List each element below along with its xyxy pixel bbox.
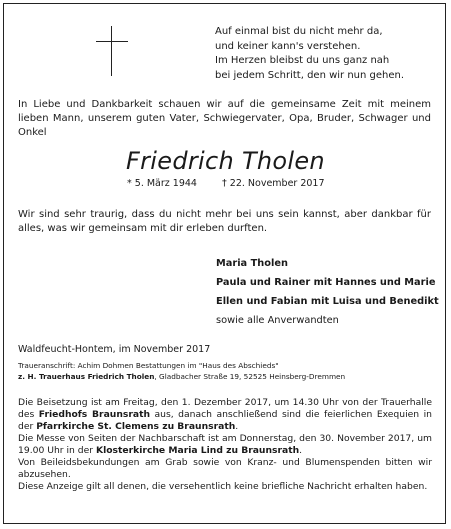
address-line: Traueranschrift: Achim Dohmen Bestattungen im "Haus des Abschieds" — [18, 361, 279, 370]
birth-date: * 5. März 1944 — [127, 178, 197, 189]
cross-icon — [96, 26, 128, 76]
funeral-paragraph: Die Beisetzung ist am Freitag, den 1. Dezember 2017, um 14.30 Uhr von der Trauerhalle des Friedhofs Braunsrath aus, danach anschließend sind die feierlichen Exequien in der Pfarrkirche St. Clemens zu Braunsrath. — [18, 397, 432, 432]
address-house: z. H. Trauerhaus Friedrich Tholen — [18, 371, 155, 381]
monastery-church-name: Klosterkirche Maria Lind zu Braunsrath — [95, 445, 300, 456]
mass-paragraph: Die Messe von Seiten der Nachbarschaft ist am Donnerstag, den 30. November 2017, um 19.00 Uhr in der Klosterkirche Maria Lind zu Braunsrath. — [18, 433, 432, 456]
address-street: , Gladbacher Straße 19, 52525 Heinsberg-Dremmen — [154, 371, 346, 381]
death-date: † 22. November 2017 — [222, 178, 325, 189]
life-dates — [127, 178, 325, 189]
address-line — [18, 372, 345, 383]
cemetery-name: Friedhofs Braunsrath — [38, 409, 151, 420]
church-name: Pfarrkirche St. Clemens zu Braunsrath — [36, 421, 236, 432]
condolence-paragraph: Von Beileidsbekundungen am Grab sowie von Kranz- und Blumenspenden bitten wir abzusehen. — [18, 457, 432, 480]
poem-line: bei jedem Schritt, den wir nun gehen. — [215, 69, 405, 81]
poem — [215, 25, 440, 83]
family-closing: sowie alle Anverwandten — [216, 315, 339, 326]
family-member: Maria Tholen — [216, 258, 288, 269]
family-member: Paula und Rainer mit Hannes und Marie — [216, 277, 436, 288]
deceased-name: Friedrich Tholen — [126, 147, 325, 175]
notice-paragraph: Diese Anzeige gilt all denen, die versehentlich keine briefliche Nachricht erhalten haben. — [18, 481, 428, 492]
funeral-details — [18, 397, 432, 493]
poem-line: Auf einmal bist du nicht mehr da, — [215, 26, 383, 37]
mourning-text: Wir sind sehr traurig, dass du nicht mehr bei uns sein kannst, aber dankbar für alles, was wir gemeinsam mit dir erleben durften. — [18, 209, 431, 234]
mourning-address — [18, 361, 345, 382]
poem-line: und keiner kann's verstehen. — [215, 40, 361, 52]
intro-text: In Liebe und Dankbarkeit schauen wir auf die gemeinsame Zeit mit meinem lieben Mann, unserem guten Vater, Schwiegervater, Opa, Bruder, Schwager und Onkel — [18, 99, 431, 138]
poem-line: Im Herzen bleibst du uns ganz nah — [215, 55, 390, 66]
family-member: Ellen und Fabian mit Luisa und Benedikt — [216, 296, 439, 307]
place-date: Waldfeucht-Hontem, im November 2017 — [18, 344, 211, 355]
family-list — [216, 254, 446, 330]
